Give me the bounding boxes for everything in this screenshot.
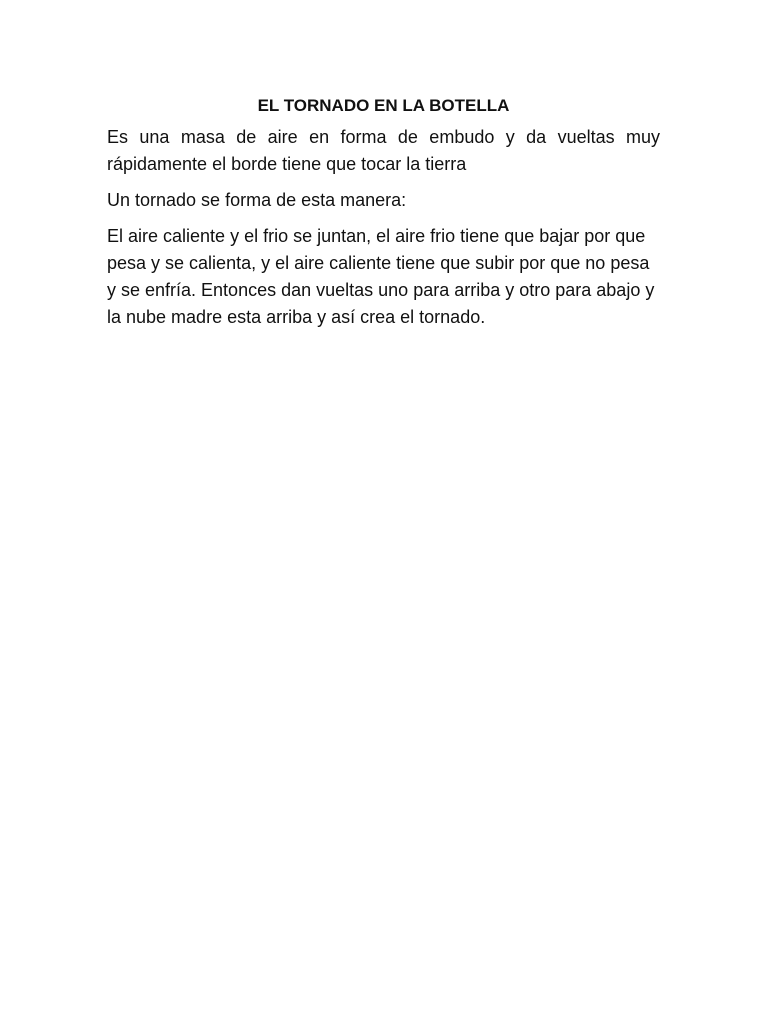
paragraph-intro: Un tornado se forma de esta manera: [107,190,407,210]
paragraph-explanation: El aire caliente y el frio se juntan, el aire frio tiene que bajar por que pesa y se calienta, y el aire caliente tiene que subir por que no pesa y se enfría. Entonces dan vueltas uno para arriba y otro para abajo y la nube madre esta arriba y así crea el tornado. [107,226,655,327]
document-title: EL TORNADO EN LA BOTELLA [257,96,510,115]
paragraph-definition: Es una masa de aire en forma de embudo y da vueltas muy rápidamente el borde tiene que tocar la tierra [107,127,660,174]
document-body [107,94,660,340]
